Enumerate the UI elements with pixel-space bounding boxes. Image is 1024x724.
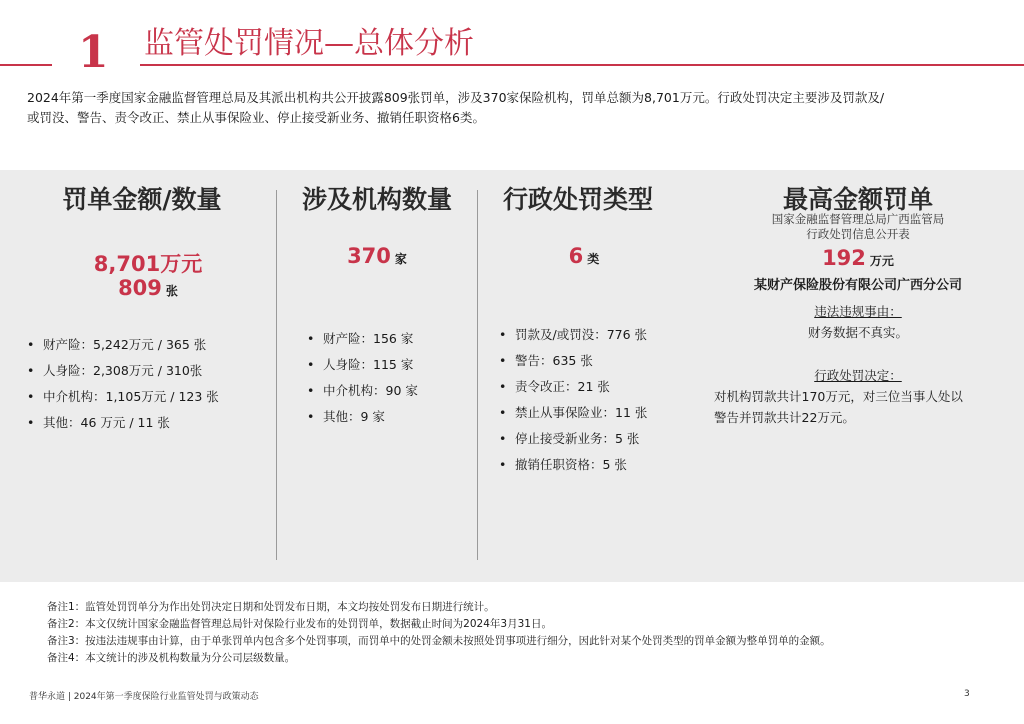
column-amount — [0, 170, 290, 582]
note-item: 备注2：本文仅统计国家金融监督管理总局针对保险行业发布的处罚罚单，数据截止时间为2024年3月31日。 — [47, 618, 552, 630]
footer-text: 普华永道 | 2024年第一季度保险行业监管处罚与政策动态 — [29, 692, 259, 702]
column-divider — [477, 190, 478, 560]
column-highest — [700, 170, 1016, 582]
highest-source-line-1: 国家金融监督管理总局广西监管局 — [771, 212, 945, 226]
header-rule-left — [0, 64, 52, 66]
column-institutions-title: 涉及机构数量 — [301, 185, 452, 214]
total-amount: 8,701万元 — [93, 252, 203, 276]
highest-company: 某财产保险股份有限公司广西分公司 — [753, 278, 962, 293]
list-item: • 财产险：156 家 — [307, 326, 418, 352]
column-highest-title: 最高金额罚单 — [782, 185, 933, 214]
summary-panel — [0, 170, 1024, 582]
violation-label: 违法违规事由： — [814, 304, 902, 319]
list-item: • 财产险：5,242万元 / 365 张 — [27, 332, 219, 358]
highest-source — [700, 212, 1016, 242]
column-types — [479, 170, 677, 582]
intro-line-2: 或罚没、警告、责令改正、禁止从事保险业、停止接受新业务、撤销任职资格6类。 — [27, 110, 485, 125]
list-item: • 罚款及/或罚没：776 张 — [499, 322, 647, 348]
list-item: • 禁止从事保险业：11 张 — [499, 400, 647, 426]
decision-text — [714, 386, 963, 428]
note-item: 备注3：按违法违规事由计算，由于单张罚单内包含多个处罚事项，而罚单中的处罚金额未按照处罚事项进行细分，因此针对某个处罚类型的罚单金额为整单罚单的金额。 — [47, 635, 831, 647]
highest-amount-value: 192 — [822, 246, 866, 270]
column-institutions — [278, 170, 476, 582]
list-item: • 警告：635 张 — [499, 348, 647, 374]
types-total-value: 6 — [568, 244, 584, 268]
intro-line-1: 2024年第一季度国家金融监督管理总局及其派出机构共公开披露809张罚单，涉及370家保险机构，罚单总额为8,701万元。行政处罚决定主要涉及罚款及/ — [27, 90, 885, 105]
column-amount-title: 罚单金额/数量 — [62, 185, 222, 214]
list-item: • 其他：9 家 — [307, 404, 418, 430]
decision-line-1: 对机构罚款共计170万元，对三位当事人处以 — [714, 389, 963, 404]
intro-paragraph — [27, 88, 1007, 128]
total-count-value: 809 — [118, 276, 162, 300]
decision-label: 行政处罚决定： — [814, 368, 902, 383]
note-item: 备注4：本文统计的涉及机构数量为分公司层级数量。 — [47, 652, 296, 664]
decision-line-2: 警告并罚款共计22万元。 — [714, 410, 855, 425]
violation-text: 财务数据不真实。 — [807, 325, 908, 340]
list-item: • 人身险：2,308万元 / 310张 — [27, 358, 219, 384]
column-types-title: 行政处罚类型 — [502, 185, 653, 214]
total-count-unit: 张 — [165, 284, 178, 298]
types-total-unit: 类 — [587, 252, 600, 266]
page-number: 3 — [964, 689, 970, 699]
section-number: 1 — [78, 27, 109, 78]
institutions-breakdown-list — [307, 326, 418, 430]
list-item: • 停止接受新业务：5 张 — [499, 426, 647, 452]
note-item: 备注1：监管处罚罚单分为作出处罚决定日期和处罚发布日期，本文均按处罚发布日期进行统计。 — [47, 601, 495, 613]
list-item: • 人身险：115 家 — [307, 352, 418, 378]
page-title: 监管处罚情况—总体分析 — [144, 26, 474, 61]
column-divider — [276, 190, 277, 560]
types-total — [479, 244, 689, 268]
list-item: • 其他：46 万元 / 11 张 — [27, 410, 219, 436]
highest-amount — [700, 246, 1016, 270]
highest-amount-unit: 万元 — [869, 254, 894, 268]
types-breakdown-list — [499, 322, 647, 478]
list-item: • 中介机构：90 家 — [307, 378, 418, 404]
list-item: • 责令改正：21 张 — [499, 374, 647, 400]
notes — [47, 599, 831, 667]
total-count — [0, 276, 296, 300]
institutions-total-value: 370 — [347, 244, 391, 268]
institutions-total — [278, 244, 476, 268]
list-item: • 中介机构：1,105万元 / 123 张 — [27, 384, 219, 410]
list-item: • 撤销任职资格：5 张 — [499, 452, 647, 478]
highest-source-line-2: 行政处罚信息公开表 — [806, 227, 910, 241]
amount-breakdown-list — [27, 332, 219, 436]
institutions-total-unit: 家 — [394, 252, 407, 266]
